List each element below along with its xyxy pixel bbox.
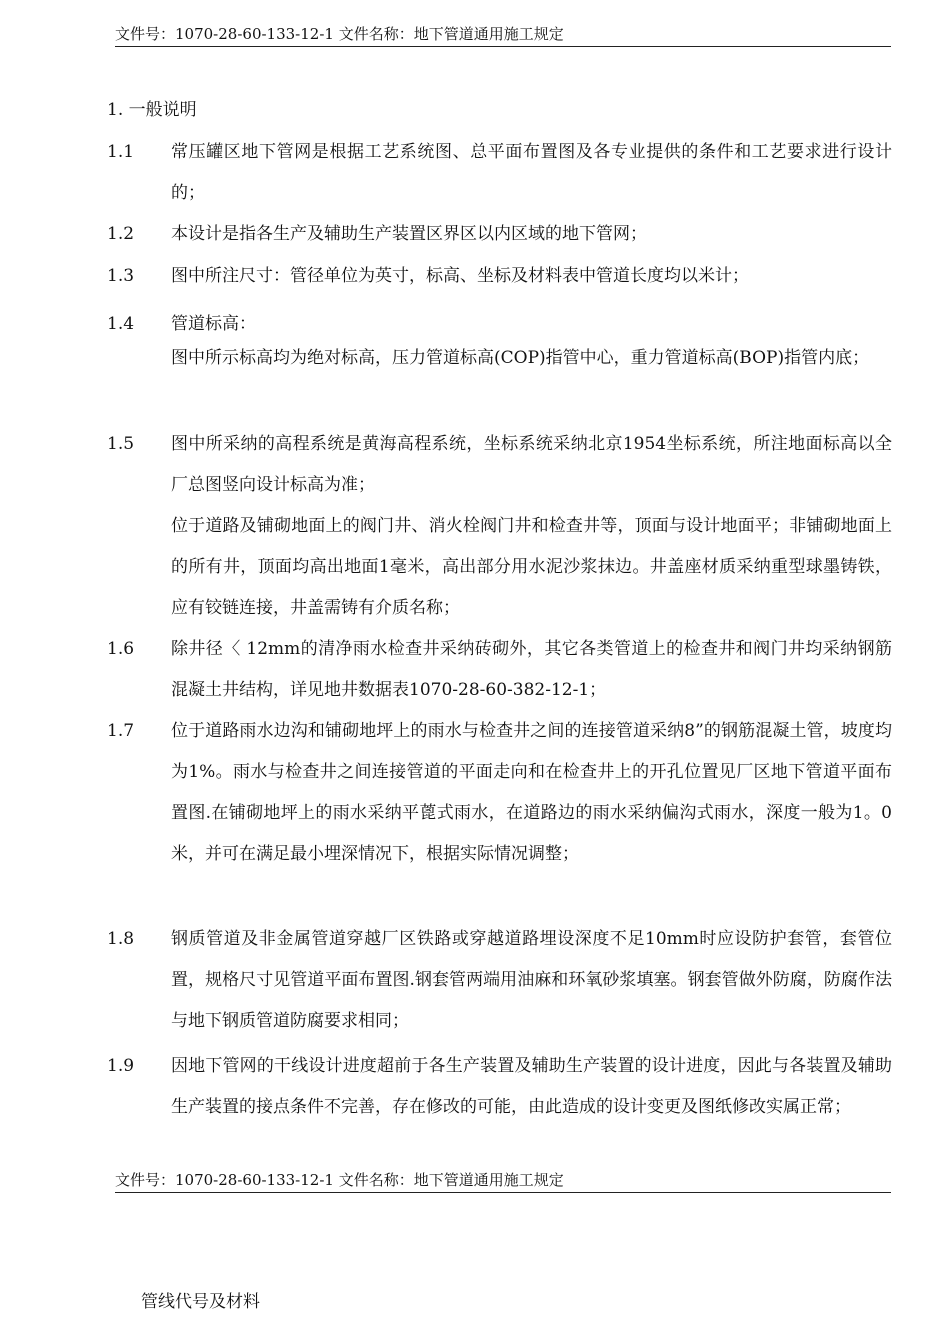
item-1-8 — [107, 919, 892, 1042]
item-text: 钢质管道及非金属管道穿越厂区铁路或穿越道路埋设深度不足10mm时应设防护套管，套管位置，规格尺寸见管道平面布置图.钢套管两端用油麻和环氧砂浆填塞。钢套管做外防腐，防腐作法与地下钢质管道防腐要求相同； — [171, 929, 892, 1031]
item-1-2 — [107, 214, 892, 255]
item-number: 1.5 — [107, 434, 135, 454]
item-text: 除井径〈 12mm的清净雨水检查井采纳砖砌外，其它各类管道上的检查井和阀门井均采纳钢筋混凝土井结构，详见地井数据表1070-28-60-382-12-1； — [171, 639, 892, 700]
item-1-6 — [107, 629, 892, 711]
item-text: 本设计是指各生产及辅助生产装置区界区以内区域的地下管网； — [171, 224, 647, 244]
item-text: 常压罐区地下管网是根据工艺系统图、总平面布置图及各专业提供的条件和工艺要求进行设计的； — [171, 142, 892, 203]
item-text: 因地下管网的干线设计进度超前于各生产装置及辅助生产装置的设计进度，因此与各装置及辅助生产装置的接点条件不完善，存在修改的可能，由此造成的设计变更及图纸修改实属正常； — [171, 1056, 892, 1117]
item-text: 图中所注尺寸：管径单位为英寸，标高、坐标及材料表中管道长度均以米计； — [171, 266, 749, 286]
item-text: 位于道路及铺砌地面上的阀门井、消火栓阀门井和检查井等，顶面与设计地面平；非铺砌地面上的所有井，顶面均高出地面1毫米，高出部分用水泥沙浆抹边。井盖座材质采纳重型球墨铸铁，应有铰链连接，井盖需铸有介质名称； — [171, 516, 892, 618]
item-text: 管道标高： — [171, 314, 256, 334]
item-1-1 — [107, 132, 892, 214]
page-header-top: 文件号：1070-28-60-133-12-1 文件名称：地下管道通用施工规定 — [115, 24, 891, 47]
item-text: 图中所示标高均为绝对标高，压力管道标高(COP)指管中心，重力管道标高(BOP)指管内底； — [171, 348, 870, 368]
item-1-9 — [107, 1046, 892, 1128]
item-number: 1.1 — [107, 142, 135, 162]
item-1-3 — [107, 256, 892, 297]
item-text: 图中所采纳的高程系统是黄海高程系统，坐标系统采纳北京1954坐标系统，所注地面标高以全厂总图竖向设计标高为准； — [171, 434, 892, 495]
section-title: 1. 一般说明 — [107, 100, 197, 120]
page-header-bottom: 文件号：1070-28-60-133-12-1 文件名称：地下管道通用施工规定 — [115, 1170, 891, 1193]
item-number: 1.4 — [107, 314, 135, 334]
item-number: 1.6 — [107, 639, 135, 659]
item-1-7 — [107, 711, 892, 875]
item-1-4-detail — [107, 338, 892, 379]
item-1-5 — [107, 424, 892, 506]
item-number: 1.8 — [107, 929, 135, 949]
item-number: 1.7 — [107, 721, 135, 741]
item-number: 1.3 — [107, 266, 135, 286]
item-1-5-detail — [107, 506, 892, 629]
item-text: 位于道路雨水边沟和铺砌地坪上的雨水与检查井之间的连接管道采纳8”的钢筋混凝土管，坡度均为1%。雨水与检查井之间连接管道的平面走向和在检查井上的开孔位置见厂区地下管道平面布置图.在铺砌地坪上的雨水采纳平蓖式雨水，在道路边的雨水采纳偏沟式雨水，深度一般为1。0米，并可在满足最小埋深情况下，根据实际情况调整； — [171, 721, 892, 864]
item-number: 1.2 — [107, 224, 135, 244]
item-number: 1.9 — [107, 1056, 135, 1076]
next-section-title: 管线代号及材料 — [141, 1292, 260, 1312]
